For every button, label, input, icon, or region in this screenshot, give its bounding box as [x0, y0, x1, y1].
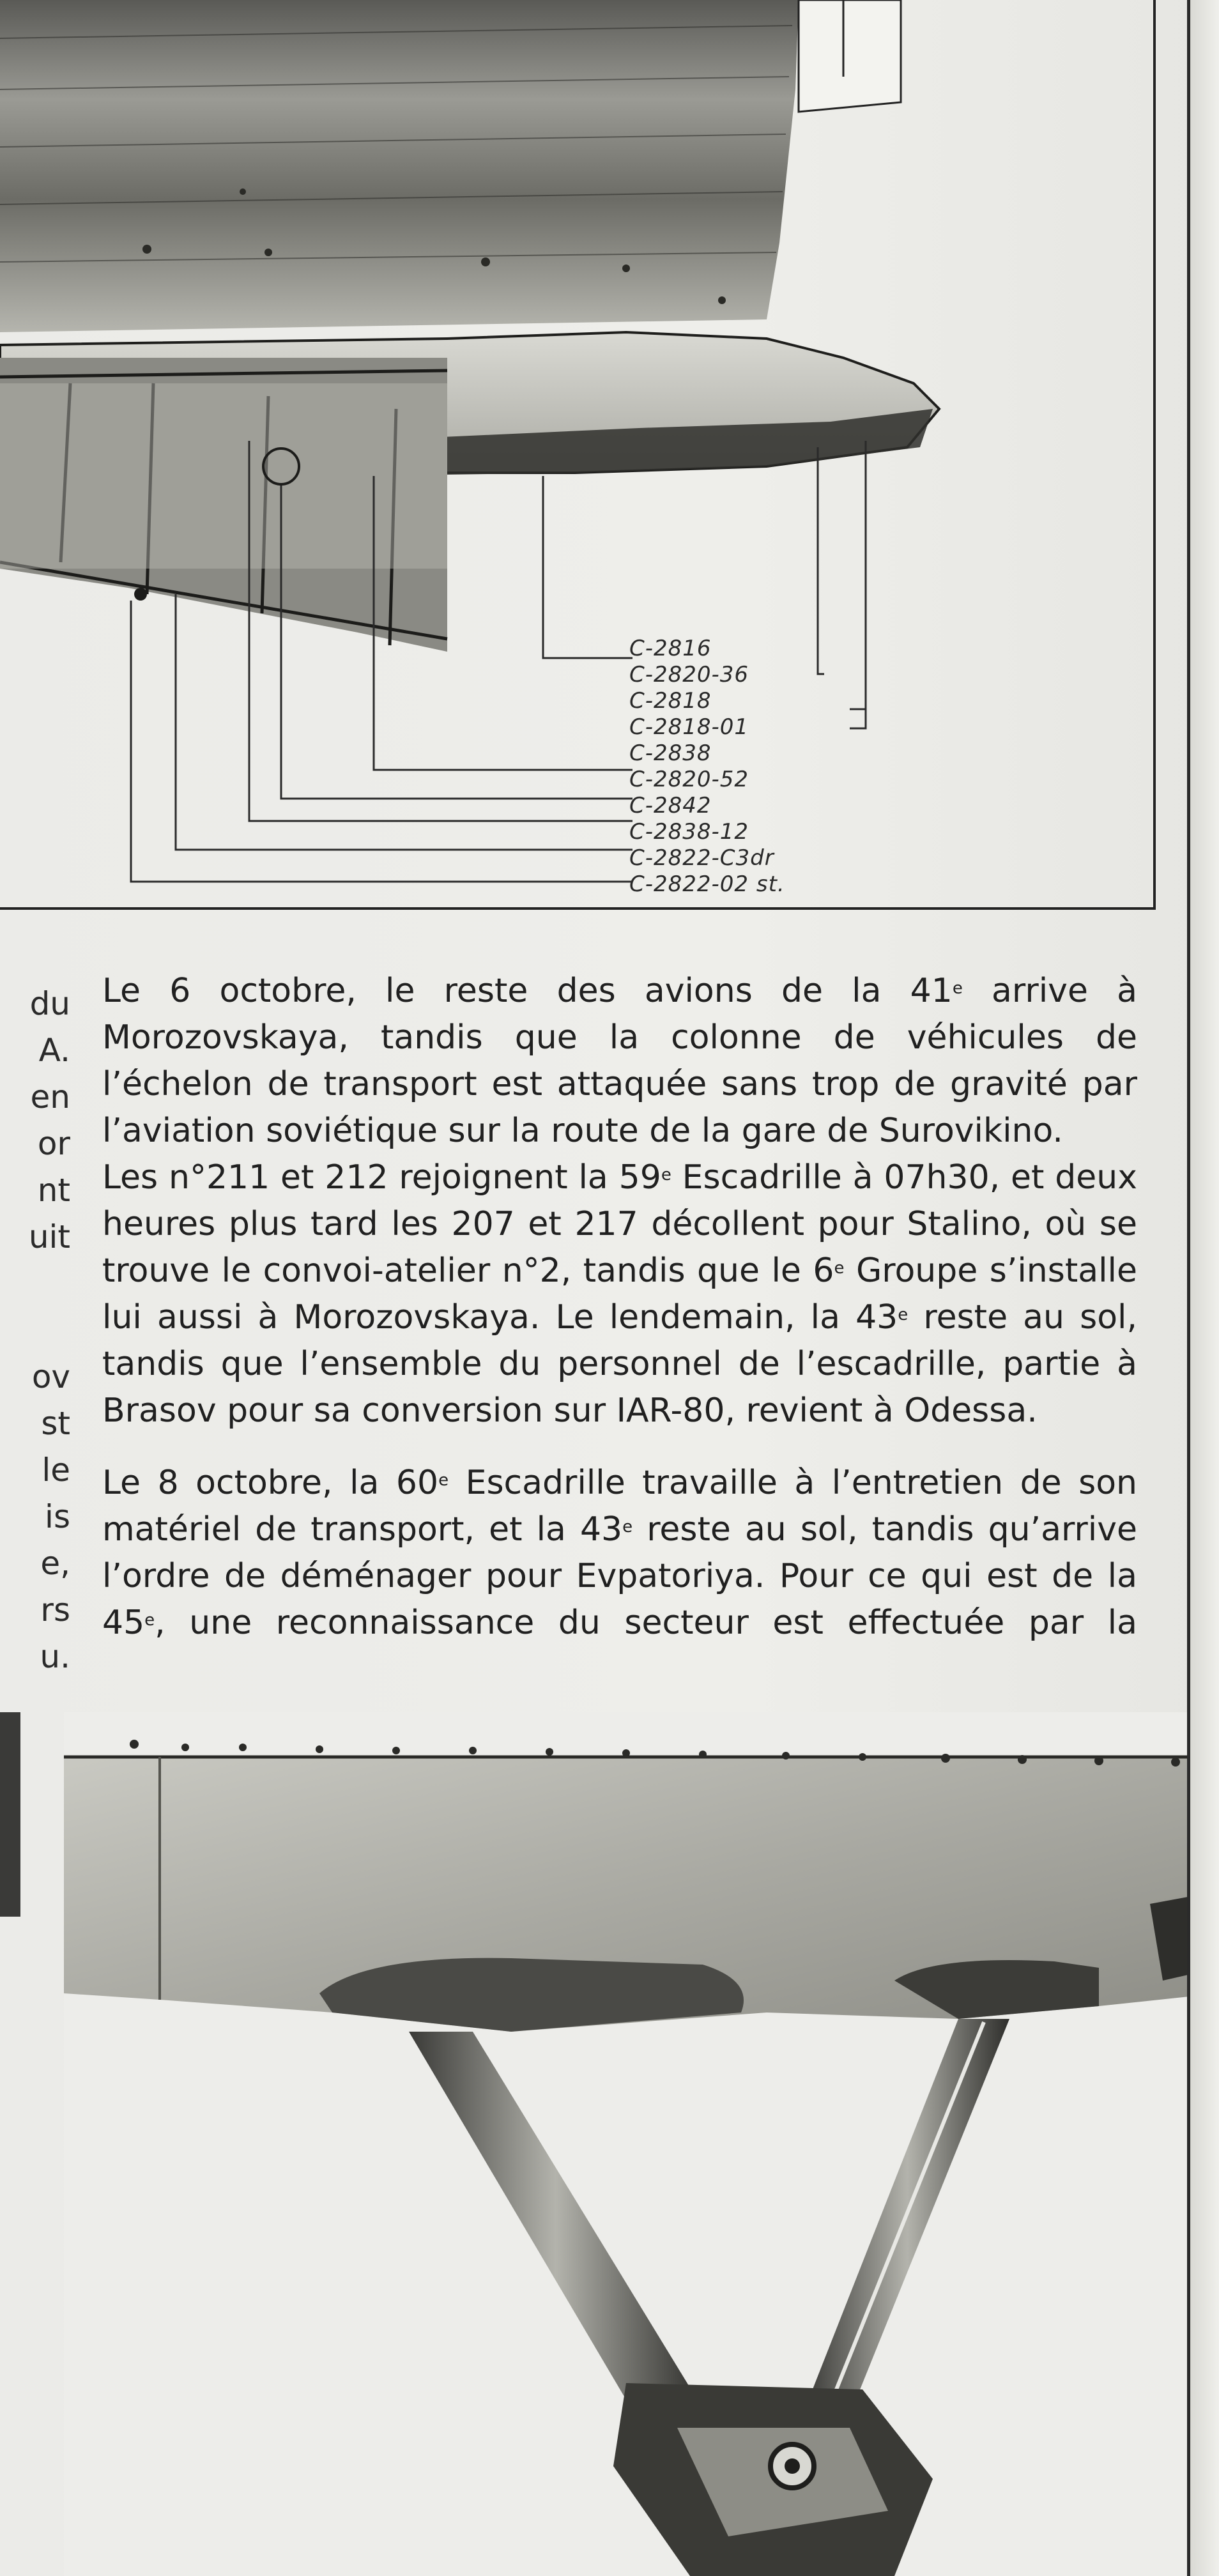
part-number: C-2820-36 — [629, 662, 749, 687]
adjacent-photo-edge — [0, 1712, 20, 1917]
part-number-callouts — [629, 636, 847, 898]
text-fragment: rs — [40, 1591, 70, 1629]
callout-leader-lines — [0, 0, 1153, 907]
text-fragment: A. — [38, 1032, 70, 1069]
part-number: C-2842 — [629, 793, 712, 818]
text-line: matériel de transport, et la 43e reste au sol, tandis qu’arrive — [102, 1510, 1137, 1549]
text-fragment: st — [41, 1405, 70, 1442]
text-fragment: uit — [28, 1218, 70, 1255]
text-line: Le 6 octobre, le reste des avions de la 41e arrive à — [102, 972, 1137, 1010]
page-gutter — [1187, 0, 1219, 2576]
text-fragment: en — [30, 1078, 70, 1116]
part-number: C-2818-01 — [629, 714, 749, 740]
text-fragment: du — [29, 985, 70, 1022]
text-line: lui aussi à Morozovskaya. Le lendemain, la 43e reste au sol, — [102, 1298, 1137, 1337]
text-line: tandis que l’ensemble du personnel de l’escadrille, partie à — [102, 1345, 1137, 1383]
body-text-column — [102, 968, 1137, 1672]
text-fragment — [0, 1261, 70, 1307]
text-fragment: e, — [40, 1545, 70, 1582]
text-line: heures plus tard les 207 et 217 décollent pour Stalino, où se — [102, 1205, 1137, 1243]
part-number: C-2838 — [629, 740, 712, 766]
paragraph-1 — [102, 968, 1137, 1434]
text-fragment: ov — [31, 1358, 70, 1395]
text-line: Le 8 octobre, la 60e Escadrille travaille à l’entretien de son — [102, 1464, 1138, 1502]
text-line: Les n°211 et 212 rejoignent la 59e Escadrille à 07h30, et deux — [102, 1158, 1137, 1197]
text-line: Morozovskaya, tandis que la colonne de véhicules de — [102, 1018, 1137, 1057]
part-number: C-2816 — [629, 636, 712, 661]
text-line: Brasov pour sa conversion sur IAR-80, revient à Odessa. — [102, 1392, 1038, 1430]
text-fragment: nt — [37, 1172, 70, 1209]
text-fragment: u. — [40, 1638, 70, 1675]
part-number: C-2818 — [629, 688, 712, 714]
part-number: C-2838-12 — [629, 819, 749, 845]
text-line: 45e, une reconnaissance du secteur est effectuée par la — [102, 1604, 1137, 1642]
paragraph-2 — [102, 1460, 1137, 1646]
adjacent-column-fragments — [0, 981, 70, 1680]
part-number: C-2822-02 st. — [629, 871, 785, 897]
text-fragment: is — [45, 1498, 70, 1535]
text-line: trouve le convoi-atelier n°2, tandis que le 6e Groupe s’installe — [102, 1252, 1137, 1290]
text-fragment — [0, 1307, 70, 1354]
text-fragment: le — [42, 1452, 70, 1489]
part-number: C-2822-C3dr — [629, 845, 774, 871]
part-number: C-2820-52 — [629, 767, 749, 792]
text-line: l’ordre de déménager pour Evpatoriya. Pour ce qui est de la — [102, 1557, 1137, 1595]
text-line: l’échelon de transport est attaquée sans trop de gravité par — [102, 1065, 1137, 1103]
text-line: l’aviation soviétique sur la route de la gare de Surovikino. — [102, 1112, 1063, 1150]
text-fragment: or — [37, 1125, 70, 1162]
landing-gear-photo — [64, 1712, 1219, 2576]
